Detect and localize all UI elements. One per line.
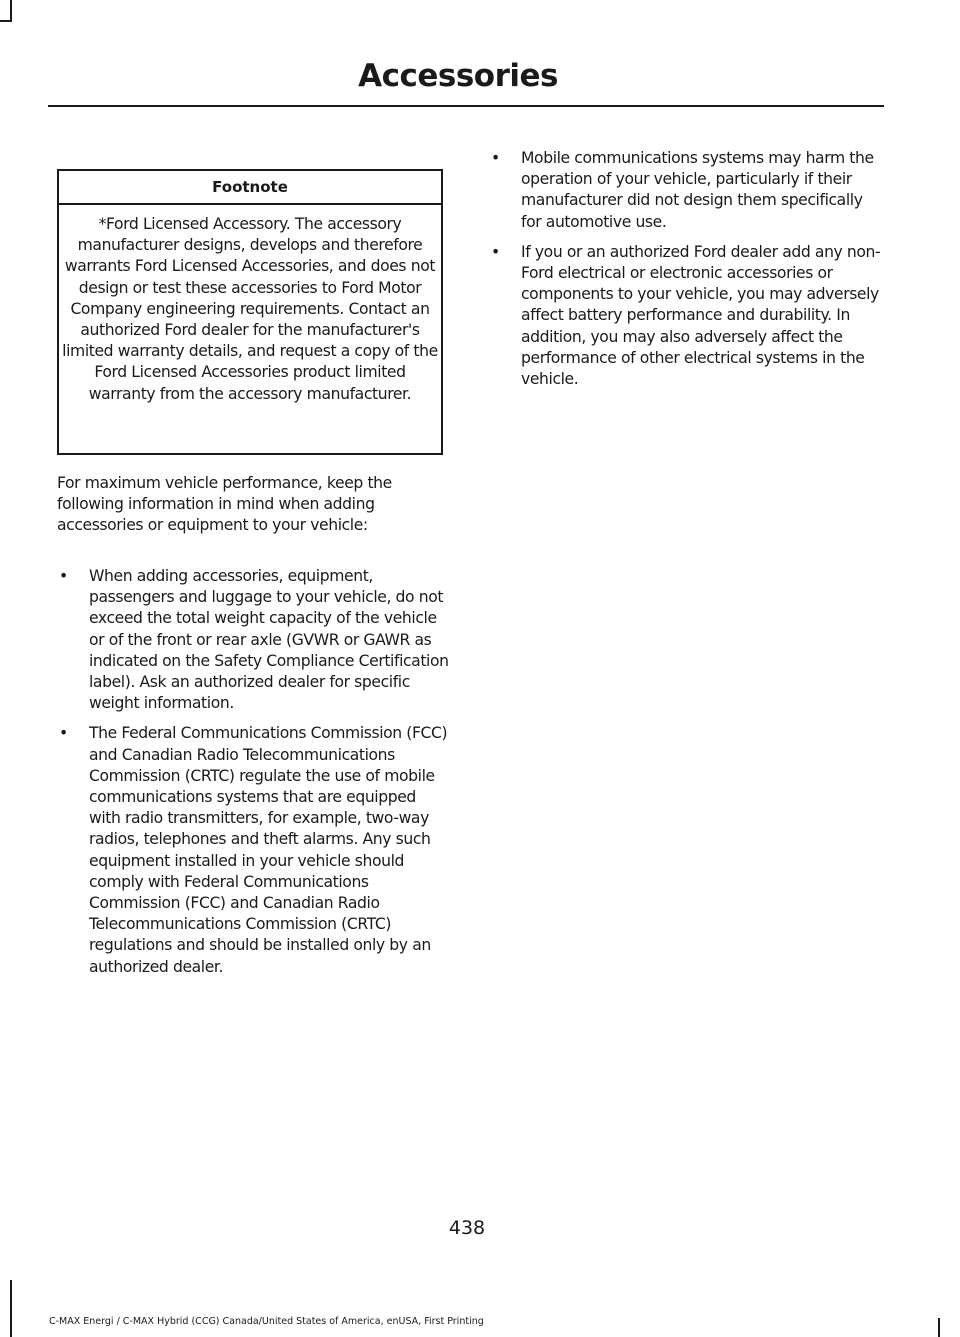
list-item-text: When adding accessories, equipment, passengers and luggage to your vehicle, do not exceed the total weight capacity of the vehicle or of the front or rear axle (GVWR or GAWR as indicated on the Safety Compliance Certification label). Ask an authorized dealer for specific weight information. [89,567,449,713]
list-item-text: The Federal Communications Commission (FCC) and Canadian Radio Telecommunications Commission (CRTC) regulate the use of mobile communications systems that are equipped with radio transmitters, for example, two-way radios, telephones and theft alarms. Any such equipment installed in your vehicle should comply with Federal Communications Commission (FCC) and Canadian Radio Telecommunications Commission (CRTC) regulations and should be installed only by an authorized dealer. [89,724,448,976]
right-bullet-list [489,148,881,399]
crop-mark-top-left [10,0,12,22]
crop-mark-top-left-h [0,20,12,22]
footnote-heading: Footnote [59,171,441,205]
list-item-text: Mobile communications systems may harm the operation of your vehicle, particularly if their manufacturer did not design them specifically for automotive use. [521,149,874,231]
bullet-glyph: • [491,149,500,167]
crop-mark-bottom-left [10,1280,12,1337]
crop-mark-bottom-right [938,1318,940,1337]
footnote-table [57,169,443,455]
page-title: Accessories [358,58,558,94]
list-item [57,723,449,977]
header-rule [48,105,884,107]
bullet-glyph: • [59,724,68,743]
left-bullet-list [57,566,449,987]
intro-paragraph: For maximum vehicle performance, keep the following information in mind when adding accessories or equipment to your vehicle: [57,474,392,535]
page-number: 438 [448,1217,486,1239]
list-item [57,566,449,714]
footnote-text: *Ford Licensed Accessory. The accessory manufacturer designs, develops and therefore warrants Ford Licensed Accessories, and does not design or test these accessories to Ford Motor Company engineering requirements. Contact an authorized Ford dealer for the manufacturer's limited warranty details, and request a copy of the Ford Licensed Accessories product limited warranty from the accessory manufacturer. [62,215,438,403]
list-item [489,148,881,233]
footer-edition-text: C-MAX Energi / C-MAX Hybrid (CCG) Canada/United States of America, enUSA, First Printing [49,1316,484,1327]
bullet-glyph: • [59,567,68,585]
list-item-text: If you or an authorized Ford dealer add any non-Ford electrical or electronic accessories or components to your vehicle, you may adversely affect battery performance and durability. In addition, you may also adversely affect the performance of other electrical systems in the vehicle. [521,242,881,389]
bullet-glyph: • [491,242,500,261]
list-item [489,242,881,390]
